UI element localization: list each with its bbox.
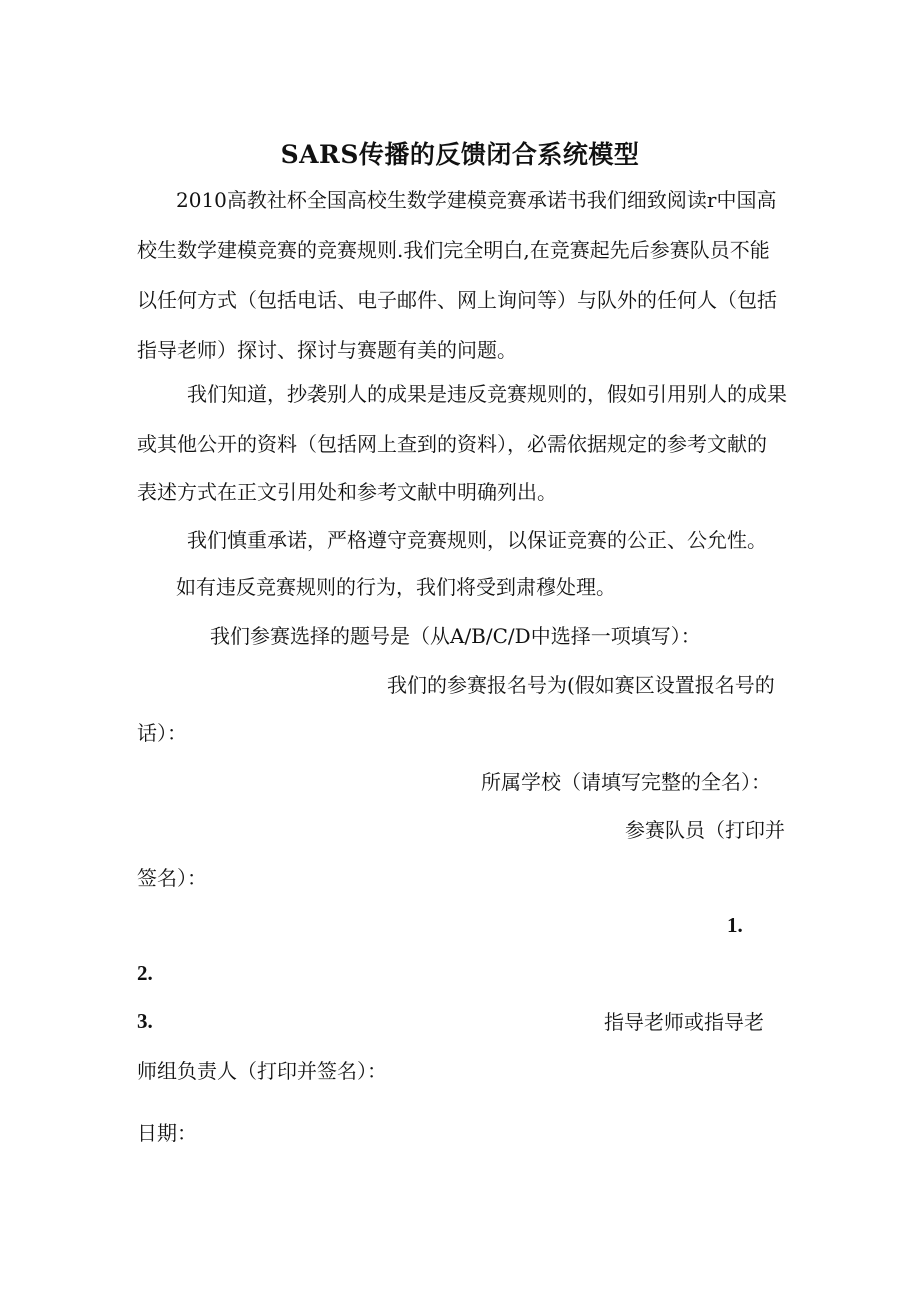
registration-label-line-2: 话）：	[137, 721, 187, 745]
paragraph-2-line-2: 或其他公开的资料（包括网上查到的资料），必需依据规定的参考文献的	[137, 432, 767, 456]
members-label-line-2: 签名）：	[137, 866, 207, 890]
paragraph-1-line-2: 校生数学建模竞赛的竞赛规则.我们完全明白,在竞赛起先后参赛队员不能	[137, 238, 770, 262]
advisor-label-line-2: 师组负责人（打印并签名）：	[137, 1059, 387, 1083]
paragraph-2-line-1: 我们知道，抄袭别人的成果是违反竞赛规则的，假如引用别人的成果	[187, 382, 787, 406]
advisor-label-line-1: 指导老师或指导老	[604, 1010, 764, 1034]
member-2-label: 2.	[137, 961, 153, 985]
date-label: 日期：	[137, 1121, 197, 1145]
member-3-label: 3.	[137, 1009, 153, 1033]
school-label: 所属学校（请填写完整的全名）：	[481, 770, 771, 794]
paragraph-1-line-3: 以任何方式（包括电话、电子邮件、网上询问等）与队外的任何人（包括	[137, 288, 777, 312]
members-label-line-1: 参赛队员（打印并	[625, 818, 785, 842]
member-1-label: 1.	[727, 913, 743, 937]
paragraph-4: 如有违反竞赛规则的行为，我们将受到肃穆处理。	[176, 575, 616, 599]
paragraph-1-line-4: 指导老师）探讨、探讨与赛题有美的问题。	[137, 338, 517, 362]
paragraph-3: 我们慎重承诺，严格遵守竞赛规则，以保证竞赛的公正、公允性。	[187, 528, 767, 552]
registration-label-line-1: 我们的参赛报名号为(假如赛区设置报名号的	[387, 673, 775, 697]
paragraph-1-line-1: 2010高教社杯全国高校生数学建模竞赛承诺书我们细致阅读r中国高	[176, 188, 777, 212]
document-title: SARS传播的反馈闭合系统模型	[280, 139, 640, 169]
problem-choice-label: 我们参赛选择的题号是（从A/B/C/D中选择一项填写）：	[210, 624, 701, 648]
paragraph-2-line-3: 表述方式在正文引用处和参考文献中明确列出。	[137, 480, 557, 504]
